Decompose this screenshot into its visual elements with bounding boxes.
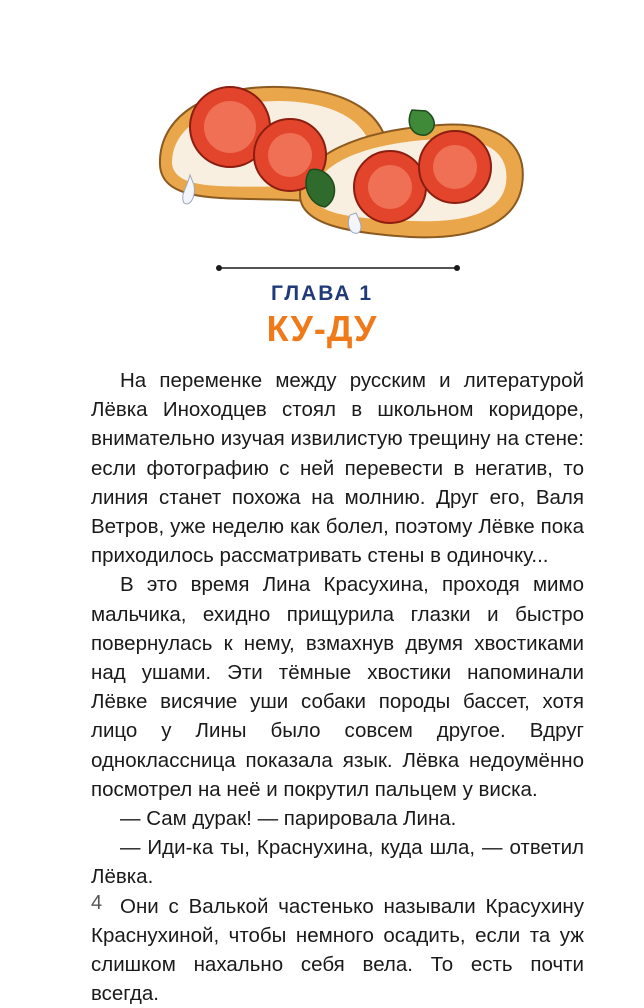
chapter-divider — [216, 265, 460, 271]
chapter-title: КУ-ДУ — [266, 308, 378, 349]
paragraph: Они с Валькой частенько называли Красухину Краснухиной, чтобы немного осадить, если та уж слишком нахально себя вела. То есть почти всегда. — [91, 894, 584, 1006]
paragraph: В это время Лина Красухина, проходя мимо мальчика, ехидно прищурила глазки и быстро повернулась к нему, взмахнув двумя хвостиками над ушами. Эти тёмные хвостики напоминали Лёвке висячие уши собаки породы бассет, хотя лицо у Лины было совсем другое. Вдруг одноклассница показала язык. Лёвка недоумённо посмотрел на неё и покрутил пальцем у виска. — [91, 573, 584, 801]
paragraph: На переменке между русским и литературой Лёвка Иноходцев стоял в школьном коридоре, внимательно изучая извилистую трещину на стене: если фотографию с ней перевести в негатив, то линия станет похожа на молнию. Друг его, Валя Ветров, уже неделю как болел, поэтому Лёвке пока приходилось рассматривать стены в одиночку... — [91, 369, 584, 568]
dialogue-line: — Иди-ка ты, Краснухина, куда шла, — ответил Лёвка. — [91, 836, 584, 889]
toast-with-tomatoes-illustration — [150, 75, 530, 245]
dialogue-line: — Сам дурак! — парировала Лина. — [120, 807, 457, 831]
chapter-text — [91, 366, 584, 1008]
page-number: 4 — [91, 892, 103, 914]
chapter-label: ГЛАВА 1 — [270, 282, 374, 305]
